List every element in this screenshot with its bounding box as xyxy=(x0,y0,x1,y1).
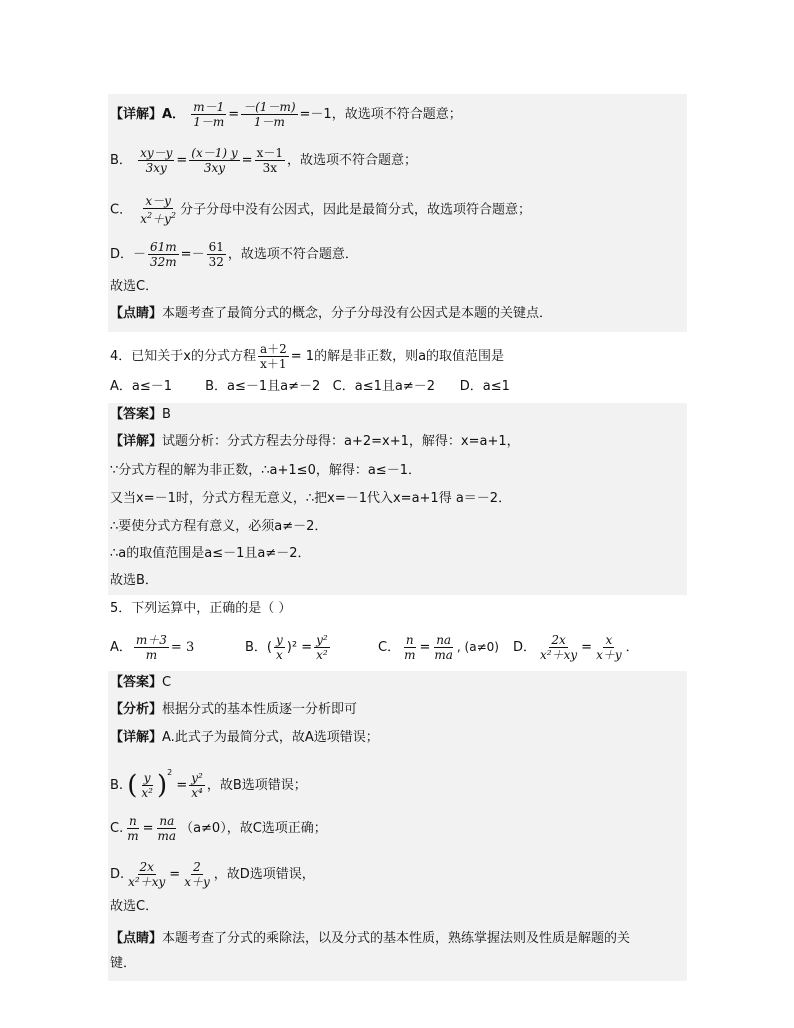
note-5-line-1: 【点睛】本题考查了分式的乘除法，以及分式的基本性质，熟练掌握法则及性质是解题的关 xyxy=(110,931,631,946)
conclusion-line: 故选C． xyxy=(110,279,159,294)
option-a: A． $\frac{m+3}{m}$ = 3 xyxy=(110,633,195,662)
detail-4-line-5: ∴a的取值范围是a≤－1且a≠－2． xyxy=(110,546,311,561)
detail-5-conclusion: 故选C． xyxy=(110,899,159,914)
question-4: 4．已知关于x的分式方程 $\frac{a+2}{x+1}$ = 1的解是非正数，则a的取值范围是 xyxy=(110,342,505,371)
option-d: D． $\frac{2x}{\text{x²＋xy}}$ = $\frac{x}{x+y}$ ． xyxy=(513,633,639,662)
detail-4-line-3: 又当x=－1时，分式方程无意义，∴把x=－1代入x=a+1得 a＝－2． xyxy=(110,491,512,506)
note-line: 【点睛】本题考查了最简分式的概念，分子分母没有公因式是本题的关键点． xyxy=(110,306,553,321)
fraction: $\frac{xy-y}{3xy}$ xyxy=(140,146,173,175)
option-c: C． $\frac{n}{m}$ = $\frac{na}{ma}$ , (a≠0) xyxy=(378,633,499,662)
detail-4-line-2: ∵分式方程的解为非正数，∴a+1≤0，解得：a≤－1． xyxy=(110,463,421,478)
fraction: $\frac{61}{32}$ xyxy=(208,240,224,269)
detail-line-b: B． $\frac{xy-y}{3xy}$ = $\frac{(x-1) y}{3xy}$ = $\frac{x-1}{3x}$ ，故选项不符合题意； xyxy=(110,146,417,175)
fraction: $\frac{-(1-m)}{1-m}$ xyxy=(243,100,296,129)
note-5-line-2: 键． xyxy=(110,956,137,971)
detail-4-line-1: 【详解】试题分析：分式方程去分母得：a+2=x+1，解得：x=a+1， xyxy=(110,434,520,449)
fraction: $\frac{x-1}{3x}$ xyxy=(256,146,283,175)
fraction: $\frac{61m}{32m}$ xyxy=(150,240,177,269)
detail-line-c: C． $\frac{x-y}{x^2+y^2}$ 分子分母中没有公因式，因此是最简分式，故选项符合题意； xyxy=(110,194,531,226)
detail-5-line-c: C. $\frac{n}{m}$ = $\frac{na}{ma}$ （a≠0），故C选项正确； xyxy=(110,814,327,843)
detail-5-line-a: 【详解】A.此式子为最简分式，故A选项错误； xyxy=(110,730,379,745)
answer-5: 【答案】C xyxy=(110,675,172,690)
analysis-5: 【分析】根据分式的基本性质逐一分析即可 xyxy=(110,702,358,717)
fraction: $\frac{x-y}{x^2+y^2}$ xyxy=(140,194,176,226)
option-b: B．( $\frac{y}{x}$ )² = $\frac{\text{y²}}{\text{x²}}$ xyxy=(245,633,328,662)
fraction: $\frac{m-1}{1-m}$ xyxy=(193,100,225,129)
answer-4: 【答案】B xyxy=(110,407,171,422)
fraction: $\frac{(x-1) y}{3xy}$ xyxy=(191,146,238,175)
fraction: $\frac{a+2}{x+1}$ xyxy=(259,342,287,371)
detail-4-line-4: ∴要使分式方程有意义，必须a≠－2． xyxy=(110,519,328,534)
detail-line-a: 【详解】A． $\frac{m-1}{1-m}$ = $\frac{-(1-m)}{1-m}$ =－1，故选项不符合题意； xyxy=(110,100,462,129)
question-4-options: A．a≤－1 B．a≤－1且a≠－2 C．a≤1且a≠－2 D．a≤1 xyxy=(110,379,510,394)
detail-5-line-b: B. ( $\frac{y}{\text{x²}}$ )$^2$ = $\frac{\text{y²}}{\text{x⁴}}$ ，故B选项错误； xyxy=(110,768,307,801)
detail-5-line-d: D. $\frac{2x}{\text{x²＋xy}}$ = $\frac{2}{x+y}$ ，故D选项错误， xyxy=(110,860,315,889)
detail-4-line-6: 故选B． xyxy=(110,573,158,588)
detail-line-d: D．－ $\frac{61m}{32m}$ =－ $\frac{61}{32}$ ，故选项不符合题意． xyxy=(110,240,358,269)
question-5: 5．下列运算中，正确的是（ ） xyxy=(110,601,292,616)
